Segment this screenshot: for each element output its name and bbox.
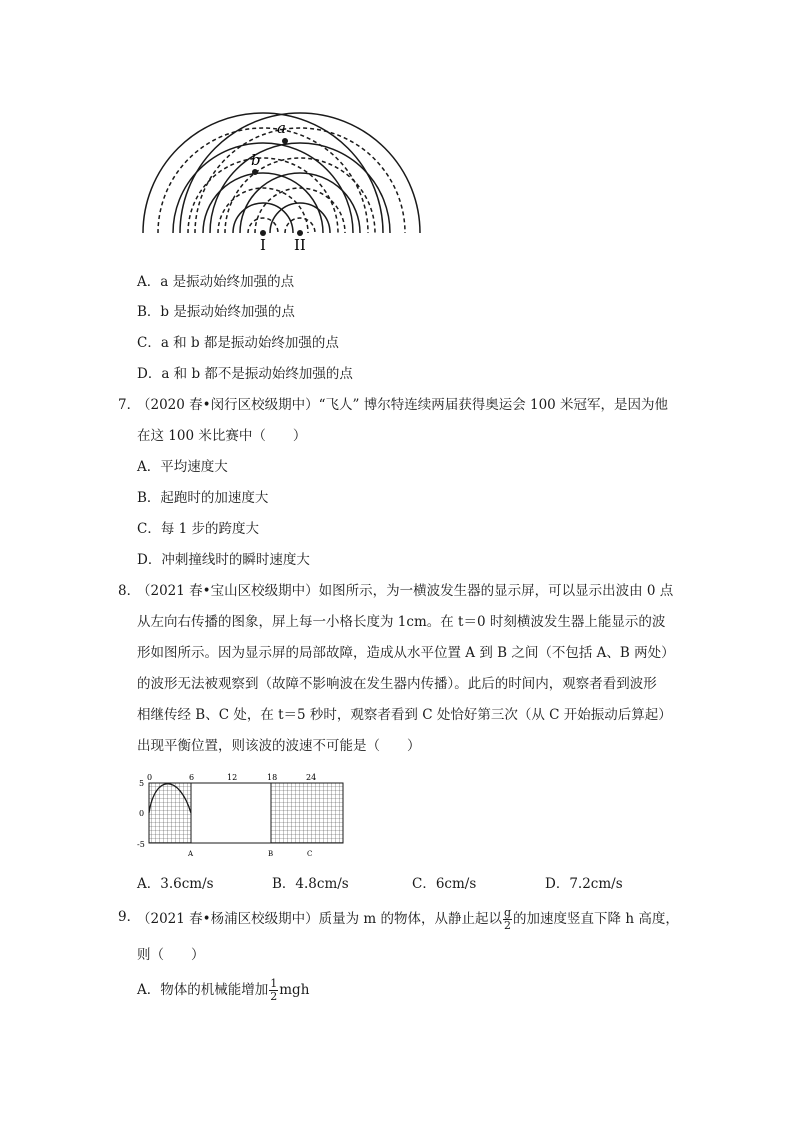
q9-opt-frac-denominator: 2: [270, 990, 278, 1003]
q6-option-b: B．b 是振动始终加强的点: [137, 304, 295, 320]
q8-stem-line6: 出现平衡位置，则该波的波速不可能是（ ）: [137, 738, 421, 754]
q7-option-a: A．平均速度大: [137, 459, 228, 475]
q8-stem-line1: （2021 春•宝山区校级期中）如图所示，为一横波发生器的显示屏，可以显示出波由 0 点: [137, 583, 674, 599]
q9-option-a-tail: mgh: [279, 982, 310, 998]
x-tick-24: 24: [306, 773, 317, 782]
q8-option-a: A．3.6cm/s: [137, 876, 214, 892]
q7-option-b: B．起跑时的加速度大: [137, 490, 269, 506]
q6-option-a: A．a 是振动始终加强的点: [137, 274, 295, 290]
x-tick-0: 0: [147, 773, 153, 782]
y-tick-5: 5: [139, 779, 145, 788]
wave-display-figure: [135, 770, 375, 860]
source-2-label: II: [294, 236, 306, 254]
q8-stem-line3: 形如图所示。因为显示屏的局部故障，造成从水平位置 A 到 B 之间（不包括 A、B 两处）: [137, 645, 675, 661]
q7-stem-line2: 在这 100 米比赛中（ ）: [137, 428, 307, 444]
x-tick-6: 6: [189, 773, 195, 782]
q8-stem-line4: 的波形无法被观察到（故障不影响波在发生器内传播）。此后的时间内，观察者看到波形: [137, 676, 657, 692]
q8-option-d: D．7.2cm/s: [545, 876, 623, 892]
q8-number: 8．: [118, 583, 141, 599]
marker-b: B: [268, 850, 274, 858]
point-b-dot: [252, 169, 258, 175]
q9-frac-denominator: 2: [504, 919, 512, 932]
q9-option-a-text: A．物体的机械能增加: [137, 982, 269, 998]
q9-number: 9．: [118, 909, 141, 925]
dashed-arc: [255, 188, 345, 233]
q9-option-a: [137, 978, 309, 1003]
hidden-region: [191, 783, 271, 843]
q7-option-c: C．每 1 步的跨度大: [137, 521, 260, 537]
q8-stem-line2: 从左向右传播的图象，屏上每一小格长度为 1cm。在 t＝0 时刻横波发生器上能显示的波: [137, 614, 666, 630]
q8-option-b: B．4.8cm/s: [272, 876, 349, 892]
y-tick-0: 0: [139, 809, 145, 818]
q9-fraction-one-half: [269, 978, 278, 1003]
marker-c: C: [307, 850, 313, 858]
q8-option-c: C．6cm/s: [412, 876, 477, 892]
interference-figure: [0, 0, 794, 260]
x-tick-18: 18: [267, 773, 278, 782]
q7-number: 7．: [118, 397, 141, 413]
q9-stem-text-before: （2021 春•杨浦区校级期中）质量为 m 的物体，从静止起以: [137, 911, 502, 927]
q7-option-d: D．冲刺撞线时的瞬时速度大: [137, 552, 310, 568]
q9-stem-line1: [137, 907, 679, 932]
q9-fraction-g-over-2: [503, 907, 512, 932]
q9-frac-numerator: g: [504, 906, 512, 919]
y-tick-neg5: -5: [137, 840, 145, 849]
point-b-label: b: [251, 151, 261, 169]
point-a-label: a: [277, 119, 286, 137]
q9-opt-frac-numerator: 1: [270, 977, 278, 990]
q6-option-c: C．a 和 b 都是振动始终加强的点: [137, 335, 339, 351]
dashed-arc: [218, 188, 308, 233]
q9-stem-line2: 则（ ）: [137, 947, 205, 963]
q8-options-row: [137, 872, 657, 892]
q6-option-d: D．a 和 b 都不是振动始终加强的点: [137, 366, 353, 382]
source-1-label: I: [260, 236, 266, 254]
grid-right: [271, 783, 343, 843]
x-tick-12: 12: [227, 773, 238, 782]
marker-a: A: [188, 850, 194, 858]
q7-stem-line1: （2020 春•闵行区校级期中）“飞人” 博尔特连续两届获得奥运会 100 米冠军，是因为他: [137, 397, 669, 413]
q9-stem-text-after: 的加速度竖直下降 h 高度，: [513, 911, 679, 927]
q8-stem-line5: 相继传经 B、C 处，在 t＝5 秒时，观察者看到 C 处恰好第三次（从 C 开始振动后算起）: [137, 707, 672, 723]
point-a-dot: [282, 138, 288, 144]
